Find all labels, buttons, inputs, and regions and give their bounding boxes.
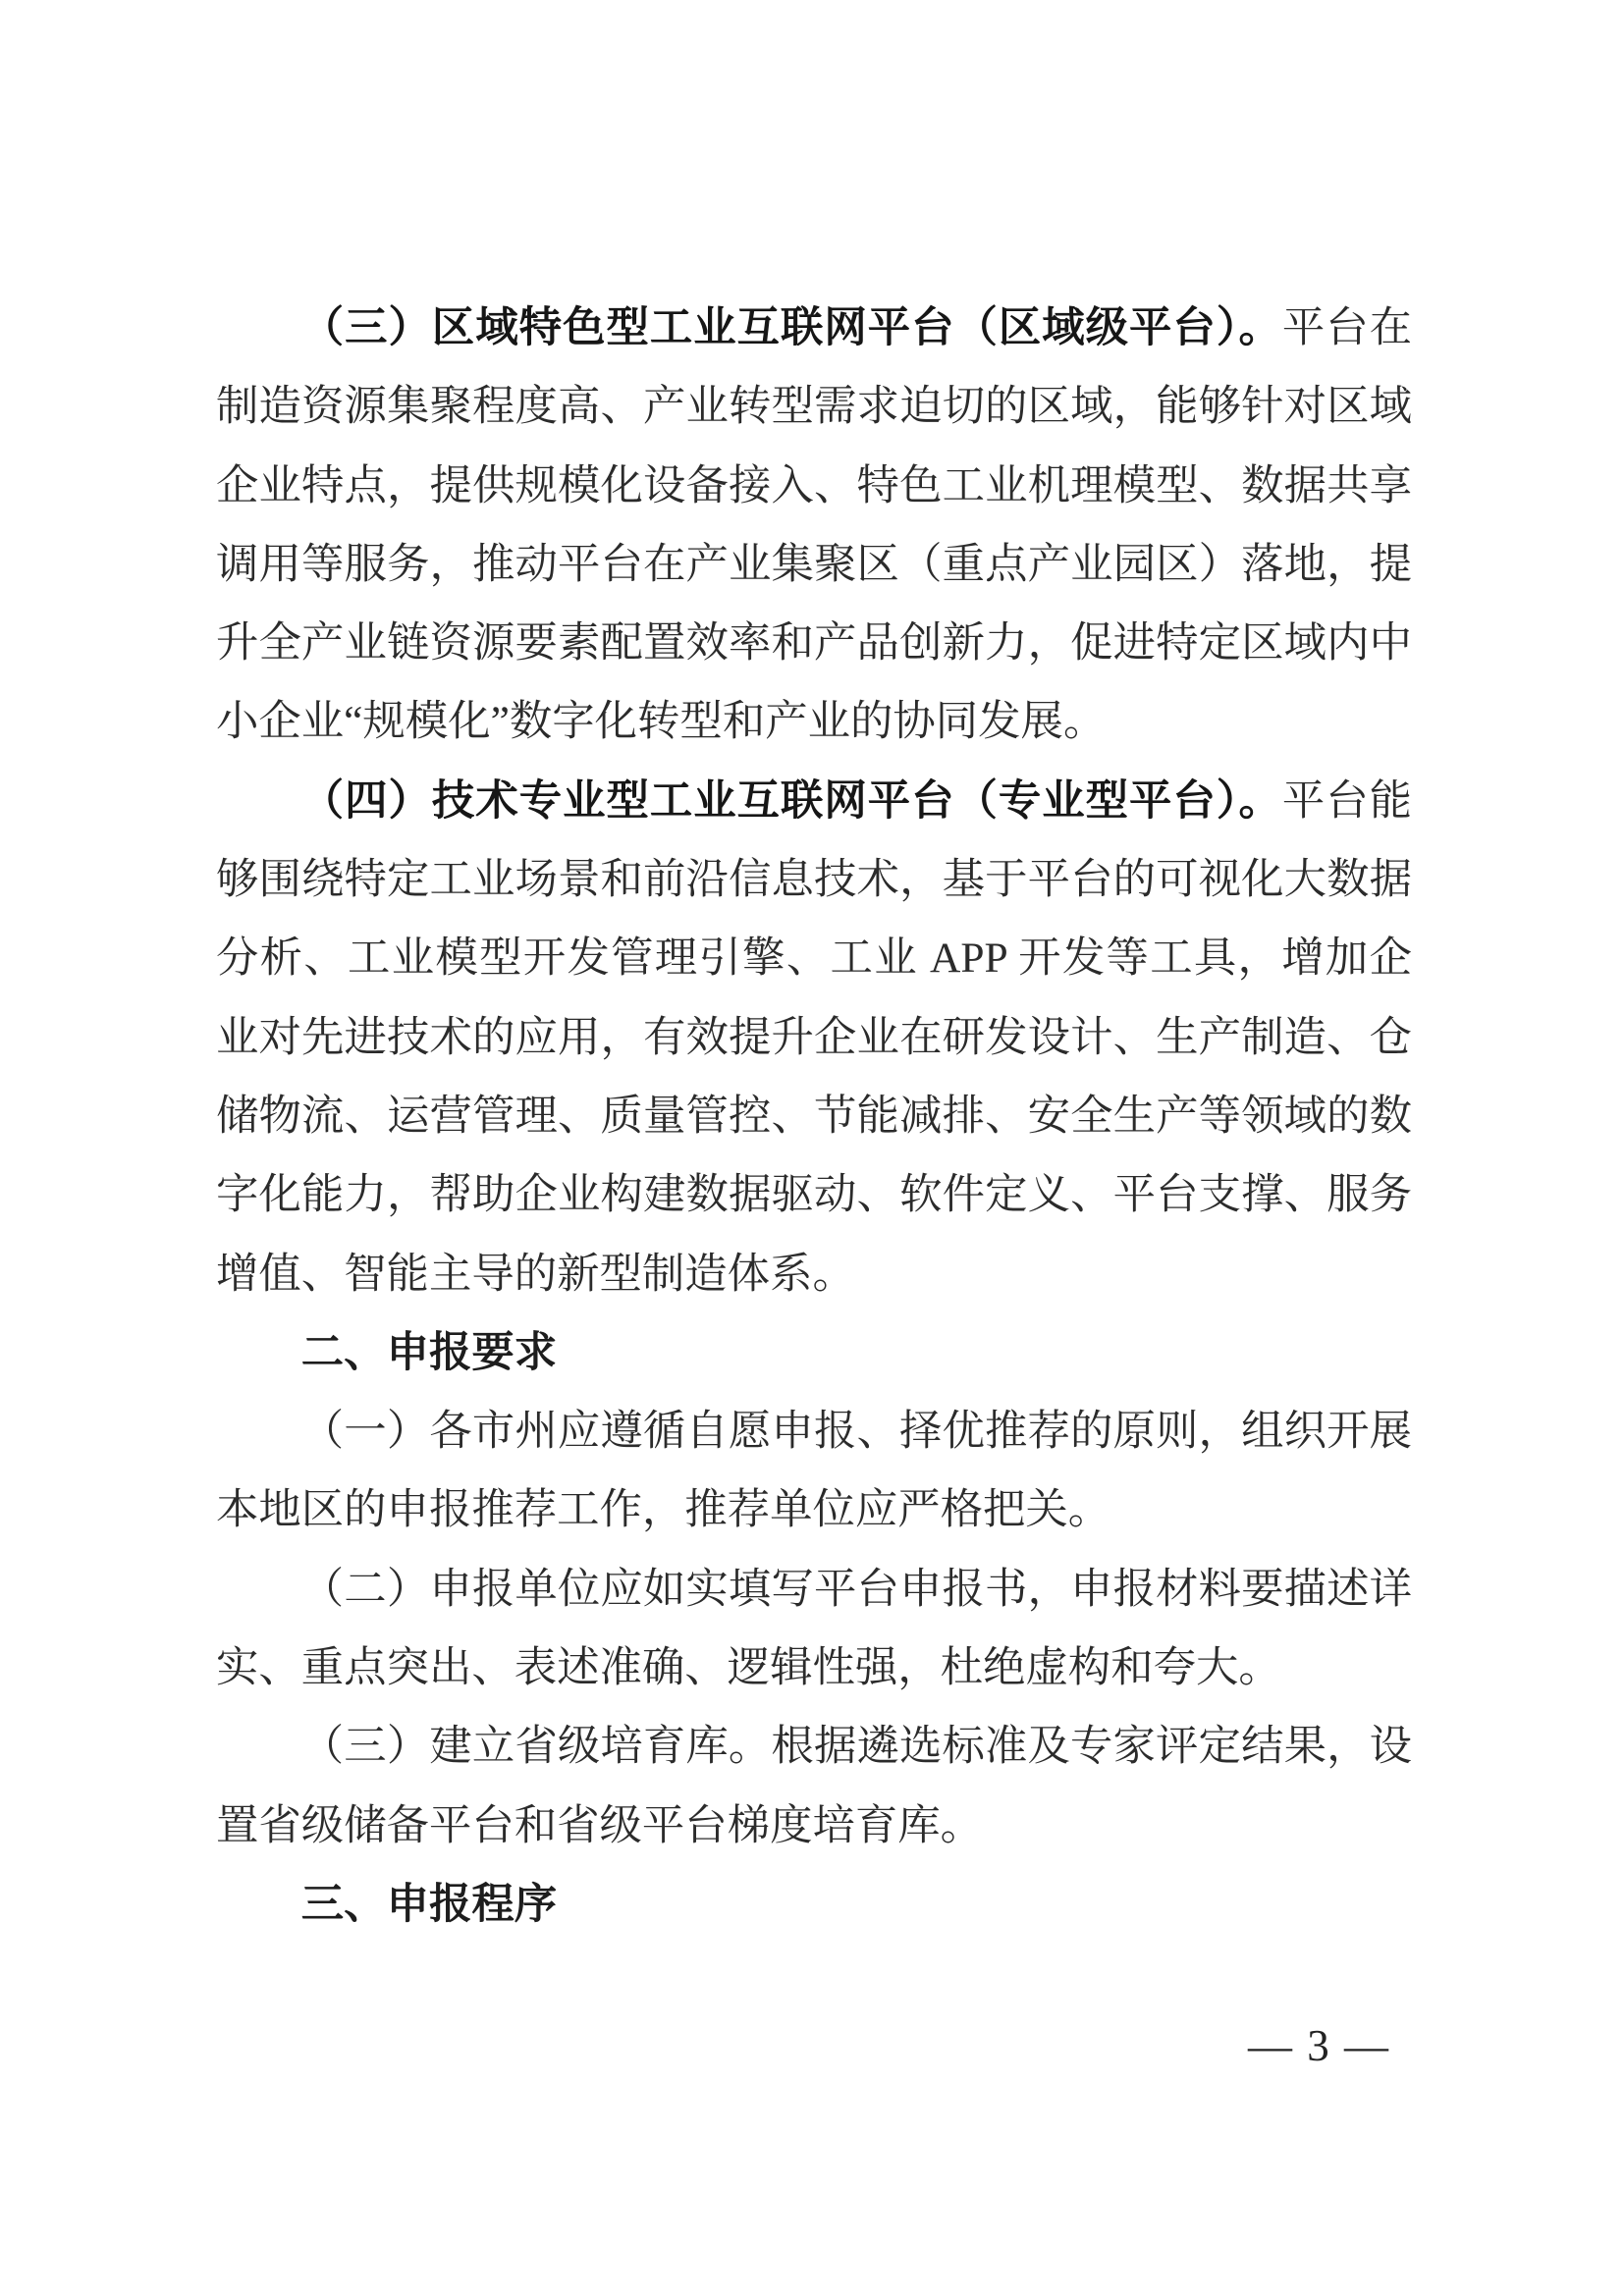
paragraph-lead-bold: （三）区域特色型工业互联网平台（区域级平台）。 — [300, 304, 1282, 351]
paragraph-text: （三）建立省级培育库。根据遴选标准及专家评定结果，设置省级储备平台和省级平台梯度培育库。 — [216, 1723, 1412, 1849]
para-regional-platform — [216, 289, 1412, 762]
para-requirement-1 — [216, 1392, 1412, 1550]
para-technical-platform — [216, 762, 1412, 1313]
para-requirement-3 — [216, 1707, 1412, 1865]
paragraph-text: 平台能够围绕特定工业场景和前沿信息技术，基于平台的可视化大数据分析、工业模型开发管理引擎、工业 APP 开发等工具，增加企业对先进技术的应用，有效提升企业在研发设计、生产制造、仓储物流、运营管理、质量管控、节能减排、安全生产等领域的数字化能力，帮助企业构建数据驱动、软件定义、平台支撑、服务增值、智能主导的新型制造体系。 — [216, 776, 1412, 1298]
heading-application-requirements: 二、申报要求 — [300, 1328, 558, 1376]
heading-application-procedure: 三、申报程序 — [300, 1880, 558, 1928]
paragraph-text: （二）申报单位应如实填写平台申报书，申报材料要描述详实、重点突出、表述准确、逻辑性强，杜绝虚构和夸大。 — [216, 1565, 1412, 1692]
page-number: — 3 — — [1248, 2021, 1390, 2070]
document-body — [216, 289, 1412, 1944]
para-requirement-2 — [216, 1550, 1412, 1708]
paragraph-text: 平台在制造资源集聚程度高、产业转型需求迫切的区域，能够针对区域企业特点，提供规模化设备接入、特色工业机理模型、数据共享调用等服务，推动平台在产业集聚区（重点产业园区）落地，提升全产业链资源要素配置效率和产品创新力，促进特定区域内中小企业“规模化”数字化转型和产业的协同发展。 — [216, 304, 1412, 746]
paragraph-text: （一）各市州应遵循自愿申报、择优推荐的原则，组织开展本地区的申报推荐工作，推荐单位应严格把关。 — [216, 1408, 1412, 1534]
paragraph-lead-bold: （四）技术专业型工业互联网平台（专业型平台）。 — [300, 776, 1282, 825]
